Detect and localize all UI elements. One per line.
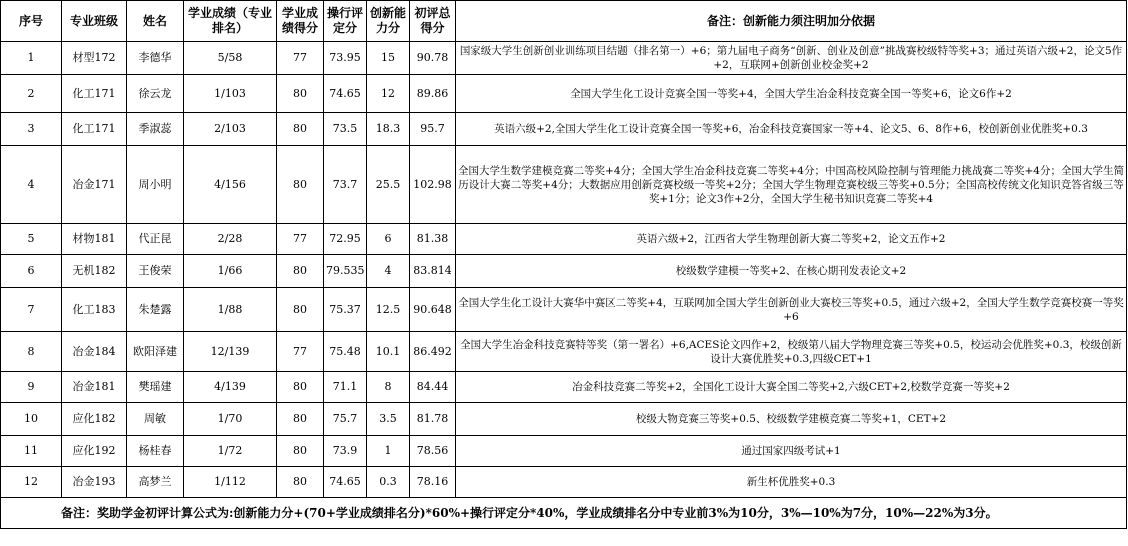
- cell-rank: 1/103: [184, 75, 277, 113]
- cell-class: 冶金181: [62, 372, 127, 403]
- cell-name: 杨桂春: [127, 436, 184, 467]
- cell-total-score: 78.56: [410, 436, 456, 467]
- cell-name: 代正昆: [127, 224, 184, 255]
- cell-class: 无机182: [62, 255, 127, 288]
- cell-total-score: 78.16: [410, 467, 456, 498]
- header-row: [1, 1, 1127, 42]
- cell-remarks: 英语六级+2,全国大学生化工设计竞赛全国一等奖+6，冶金科技竞赛国家一等+4、论文5、6、8作+6，校创新创业优胜奖+0.3: [456, 113, 1127, 146]
- cell-total-score: 90.648: [410, 288, 456, 332]
- cell-remarks: 校级大物竞赛三等奖+0.5、校级数学建模竞赛二等奖+1，CET+2: [456, 403, 1127, 436]
- header-index: 序号: [1, 1, 62, 42]
- cell-conduct-score: 71.1: [324, 372, 367, 403]
- cell-class: 化工183: [62, 288, 127, 332]
- table-row: [1, 146, 1127, 224]
- cell-innovation-score: 1: [367, 436, 410, 467]
- table-row: [1, 372, 1127, 403]
- cell-total-score: 83.814: [410, 255, 456, 288]
- cell-total-score: 84.44: [410, 372, 456, 403]
- cell-class: 应化192: [62, 436, 127, 467]
- cell-remarks: 英语六级+2，江西省大学生物理创新大赛二等奖+2，论文五作+2: [456, 224, 1127, 255]
- table-row: [1, 224, 1127, 255]
- cell-academic-score: 80: [277, 146, 324, 224]
- cell-remarks: 通过国家四级考试+1: [456, 436, 1127, 467]
- cell-innovation-score: 0.3: [367, 467, 410, 498]
- header-conduct-score: 操行评定分: [324, 1, 367, 42]
- cell-name: 周小明: [127, 146, 184, 224]
- cell-innovation-score: 15: [367, 42, 410, 75]
- cell-index: 10: [1, 403, 62, 436]
- footer-note: 备注：奖助学金初评计算公式为:创新能力分+(70+学业成绩排名分)*60%+操行评定分*40%，学业成绩排名分中专业前3%为10分，3%—10%为7分，10%—22%为3分。: [1, 498, 1127, 529]
- cell-name: 朱楚露: [127, 288, 184, 332]
- cell-conduct-score: 72.95: [324, 224, 367, 255]
- cell-rank: 1/66: [184, 255, 277, 288]
- cell-remarks: 新生杯优胜奖+0.3: [456, 467, 1127, 498]
- cell-index: 7: [1, 288, 62, 332]
- cell-academic-score: 80: [277, 255, 324, 288]
- cell-rank: 4/156: [184, 146, 277, 224]
- cell-class: 冶金171: [62, 146, 127, 224]
- cell-rank: 12/139: [184, 332, 277, 372]
- cell-name: 李德华: [127, 42, 184, 75]
- cell-remarks: 全国大学生冶金科技竞赛特等奖（第一署名）+6,ACES论文四作+2，校级第八届大学物理竞赛三等奖+0.5，校运动会优胜奖+0.3，校级创新设计大赛优胜奖+0.3,四级CET+1: [456, 332, 1127, 372]
- cell-academic-score: 77: [277, 42, 324, 75]
- header-rank: 学业成绩（专业排名）: [184, 1, 277, 42]
- header-total-score: 初评总得分: [410, 1, 456, 42]
- cell-innovation-score: 4: [367, 255, 410, 288]
- header-remarks: 备注：创新能力须注明加分依据: [456, 1, 1127, 42]
- cell-conduct-score: 75.7: [324, 403, 367, 436]
- table-row: [1, 42, 1127, 75]
- cell-name: 徐云龙: [127, 75, 184, 113]
- cell-total-score: 102.98: [410, 146, 456, 224]
- cell-class: 材物181: [62, 224, 127, 255]
- cell-conduct-score: 73.7: [324, 146, 367, 224]
- cell-conduct-score: 74.65: [324, 75, 367, 113]
- cell-remarks: 冶金科技竞赛二等奖+2，全国化工设计大赛全国二等奖+2,六级CET+2,校数学竞赛一等奖+2: [456, 372, 1127, 403]
- cell-total-score: 81.38: [410, 224, 456, 255]
- header-innovation-score: 创新能力分: [367, 1, 410, 42]
- footer-row: [1, 498, 1127, 529]
- cell-rank: 1/70: [184, 403, 277, 436]
- cell-rank: 4/139: [184, 372, 277, 403]
- cell-total-score: 90.78: [410, 42, 456, 75]
- cell-conduct-score: 79.535: [324, 255, 367, 288]
- cell-index: 11: [1, 436, 62, 467]
- cell-total-score: 86.492: [410, 332, 456, 372]
- cell-innovation-score: 10.1: [367, 332, 410, 372]
- cell-index: 2: [1, 75, 62, 113]
- cell-class: 冶金193: [62, 467, 127, 498]
- cell-name: 高梦兰: [127, 467, 184, 498]
- cell-academic-score: 80: [277, 288, 324, 332]
- cell-rank: 1/72: [184, 436, 277, 467]
- cell-index: 9: [1, 372, 62, 403]
- cell-conduct-score: 73.5: [324, 113, 367, 146]
- cell-innovation-score: 8: [367, 372, 410, 403]
- cell-conduct-score: 75.37: [324, 288, 367, 332]
- cell-innovation-score: 12: [367, 75, 410, 113]
- cell-academic-score: 77: [277, 332, 324, 372]
- cell-remarks: 全国大学生化工设计大赛华中赛区二等奖+4，互联网加全国大学生创新创业大赛校三等奖+0.5，通过六级+2，全国大学生数学竞赛校赛一等奖+6: [456, 288, 1127, 332]
- cell-innovation-score: 3.5: [367, 403, 410, 436]
- cell-academic-score: 77: [277, 224, 324, 255]
- cell-rank: 2/103: [184, 113, 277, 146]
- table-row: [1, 113, 1127, 146]
- table-row: [1, 403, 1127, 436]
- cell-name: 季淑蕊: [127, 113, 184, 146]
- cell-innovation-score: 12.5: [367, 288, 410, 332]
- cell-academic-score: 80: [277, 372, 324, 403]
- cell-remarks: 全国大学生化工设计竞赛全国一等奖+4，全国大学生冶金科技竞赛全国一等奖+6，论文6作+2: [456, 75, 1127, 113]
- cell-total-score: 95.7: [410, 113, 456, 146]
- header-academic-score: 学业成绩得分: [277, 1, 324, 42]
- cell-academic-score: 80: [277, 436, 324, 467]
- cell-name: 周敏: [127, 403, 184, 436]
- cell-academic-score: 80: [277, 403, 324, 436]
- cell-conduct-score: 74.65: [324, 467, 367, 498]
- cell-index: 12: [1, 467, 62, 498]
- cell-conduct-score: 75.48: [324, 332, 367, 372]
- cell-academic-score: 80: [277, 467, 324, 498]
- cell-innovation-score: 18.3: [367, 113, 410, 146]
- cell-rank: 5/58: [184, 42, 277, 75]
- cell-name: 樊瑶建: [127, 372, 184, 403]
- cell-name: 欧阳泽建: [127, 332, 184, 372]
- cell-conduct-score: 73.9: [324, 436, 367, 467]
- cell-name: 王俊荣: [127, 255, 184, 288]
- header-class: 专业班级: [62, 1, 127, 42]
- cell-rank: 1/88: [184, 288, 277, 332]
- cell-class: 材型172: [62, 42, 127, 75]
- cell-conduct-score: 73.95: [324, 42, 367, 75]
- cell-index: 8: [1, 332, 62, 372]
- table-row: [1, 436, 1127, 467]
- table-row: [1, 332, 1127, 372]
- cell-index: 4: [1, 146, 62, 224]
- cell-index: 6: [1, 255, 62, 288]
- cell-rank: 1/112: [184, 467, 277, 498]
- cell-index: 1: [1, 42, 62, 75]
- table-row: [1, 467, 1127, 498]
- table-row: [1, 75, 1127, 113]
- cell-class: 化工171: [62, 113, 127, 146]
- cell-index: 5: [1, 224, 62, 255]
- cell-class: 冶金184: [62, 332, 127, 372]
- cell-index: 3: [1, 113, 62, 146]
- cell-rank: 2/28: [184, 224, 277, 255]
- cell-academic-score: 80: [277, 113, 324, 146]
- cell-academic-score: 80: [277, 75, 324, 113]
- cell-innovation-score: 6: [367, 224, 410, 255]
- cell-innovation-score: 25.5: [367, 146, 410, 224]
- cell-remarks: 校级数学建模一等奖+2、在核心期刊发表论文+2: [456, 255, 1127, 288]
- header-name: 姓名: [127, 1, 184, 42]
- cell-remarks: 国家级大学生创新创业训练项目结题（排名第一）+6；第九届电子商务“创新、创业及创意”挑战赛校级特等奖+3；通过英语六级+2，论文5作+2，互联网+创新创业校金奖+2: [456, 42, 1127, 75]
- cell-class: 化工171: [62, 75, 127, 113]
- cell-total-score: 89.86: [410, 75, 456, 113]
- cell-total-score: 81.78: [410, 403, 456, 436]
- table-row: [1, 255, 1127, 288]
- cell-remarks: 全国大学生数学建模竞赛二等奖+4分；全国大学生冶金科技竞赛二等奖+4分；中国高校风险控制与管理能力挑战赛二等奖+4分；全国大学生简历设计大赛二等奖+4分；大数据应用创新竞赛校级一等奖+2分；全国大学生物理竞赛校级三等奖+0.5分；全国高校传统文化知识竞答省级三等奖+1分；论文3作+2分，全国大学生秘书知识竞赛二等奖+4: [456, 146, 1127, 224]
- table-row: [1, 288, 1127, 332]
- cell-class: 应化182: [62, 403, 127, 436]
